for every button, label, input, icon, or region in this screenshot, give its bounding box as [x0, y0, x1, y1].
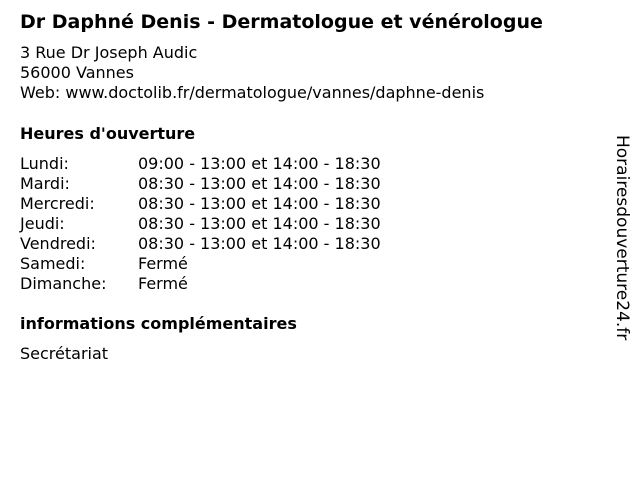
hours-row	[20, 214, 381, 234]
hours-row	[20, 234, 381, 254]
time-value: 08:30 - 13:00 et 14:00 - 18:30	[138, 174, 381, 193]
website-link[interactable]: Web: www.doctolib.fr/dermatologue/vannes/daphne-denis	[20, 83, 485, 102]
city: 56000 Vannes	[20, 63, 134, 82]
time-value: 08:30 - 13:00 et 14:00 - 18:30	[138, 214, 381, 233]
address-block	[20, 43, 484, 103]
hours-row	[20, 254, 381, 274]
time-value: 09:00 - 13:00 et 14:00 - 18:30	[138, 154, 381, 173]
additional-info-heading: informations complémentaires	[20, 314, 297, 333]
day-label: Mercredi:	[20, 194, 95, 213]
opening-hours-table	[20, 154, 381, 294]
hours-row	[20, 174, 381, 194]
hours-row	[20, 194, 381, 214]
day-label: Lundi:	[20, 154, 69, 173]
hours-row	[20, 274, 381, 294]
hours-row	[20, 154, 381, 174]
street-address: 3 Rue Dr Joseph Audic	[20, 43, 198, 62]
time-value: 08:30 - 13:00 et 14:00 - 18:30	[138, 234, 381, 253]
day-label: Jeudi:	[20, 214, 65, 233]
day-label: Vendredi:	[20, 234, 96, 253]
day-label: Samedi:	[20, 254, 86, 273]
additional-info-text: Secrétariat	[20, 344, 109, 363]
time-value: 08:30 - 13:00 et 14:00 - 18:30	[138, 194, 381, 213]
time-value: Fermé	[138, 254, 188, 273]
day-label: Mardi:	[20, 174, 70, 193]
page-title: Dr Daphné Denis - Dermatologue et vénérologue	[20, 11, 543, 33]
site-watermark: Horairesdouverture24.fr	[612, 135, 632, 341]
day-label: Dimanche:	[20, 274, 107, 293]
opening-hours-heading: Heures d'ouverture	[20, 124, 196, 143]
time-value: Fermé	[138, 274, 188, 293]
